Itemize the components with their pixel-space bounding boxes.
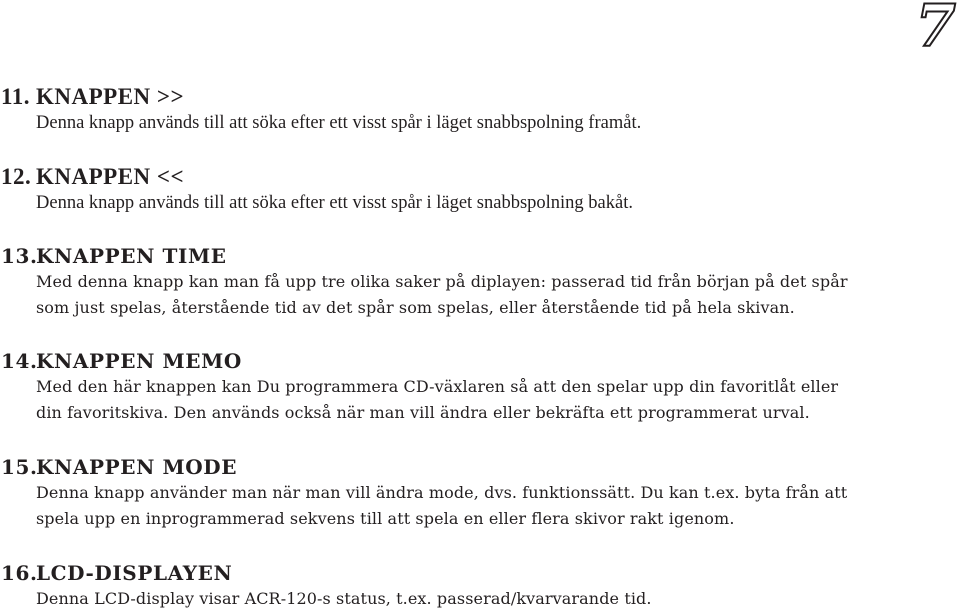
section-text: Denna knapp används till att söka efter ett visst spår i läget snabbspolning bakåt. bbox=[36, 193, 633, 213]
section-number: 13. bbox=[1, 244, 38, 268]
section-14 bbox=[0, 348, 940, 426]
section-heading bbox=[0, 243, 940, 269]
section-text-line: som just spelas, återstående tid av det spår som spelas, eller återstående tid på hela skivan. bbox=[36, 298, 795, 317]
section-title: KNAPPEN >> bbox=[36, 84, 185, 109]
section-title: KNAPPEN MEMO bbox=[36, 349, 242, 373]
section-title: KNAPPEN << bbox=[36, 164, 185, 189]
section-12 bbox=[0, 164, 940, 216]
section-text: Denna knapp används till att söka efter ett visst spår i läget snabbspolning framåt. bbox=[36, 113, 642, 133]
section-16 bbox=[0, 560, 940, 612]
section-number: 11. bbox=[1, 84, 30, 109]
section-number: 16. bbox=[1, 561, 38, 585]
section-number: 14. bbox=[1, 349, 38, 373]
section-text-line: spela upp en inprogrammerad sekvens till att spela en eller flera skivor rakt igenom. bbox=[36, 509, 735, 528]
section-heading bbox=[0, 454, 940, 480]
section-13 bbox=[0, 243, 940, 321]
section-text-line: Med denna knapp kan man få upp tre olika saker på diplayen: passerad tid från början på det spår bbox=[36, 272, 848, 291]
section-heading bbox=[0, 84, 940, 110]
section-text-line: Med den här knappen kan Du programmera CD-växlaren så att den spelar upp din favoritlåt eller bbox=[36, 377, 839, 396]
page-number: 7 bbox=[915, 0, 956, 60]
section-11 bbox=[0, 84, 940, 136]
section-15 bbox=[0, 454, 940, 532]
section-title: KNAPPEN MODE bbox=[36, 455, 238, 479]
section-text-line: din favoritskiva. Den används också när man vill ändra eller bekräfta ett programmerat urval. bbox=[36, 403, 810, 422]
section-heading bbox=[0, 560, 940, 586]
section-number: 12. bbox=[1, 164, 32, 189]
section-text: Denna LCD-display visar ACR-120-s status, t.ex. passerad/kvarvarande tid. bbox=[36, 589, 652, 608]
section-heading bbox=[0, 348, 940, 374]
section-title: KNAPPEN TIME bbox=[36, 244, 227, 268]
section-text-line: Denna knapp använder man när man vill ändra mode, dvs. funktionssätt. Du kan t.ex. byta från att bbox=[36, 483, 848, 502]
section-number: 15. bbox=[1, 455, 38, 479]
section-title: LCD-DISPLAYEN bbox=[36, 561, 233, 585]
section-heading bbox=[0, 164, 940, 190]
